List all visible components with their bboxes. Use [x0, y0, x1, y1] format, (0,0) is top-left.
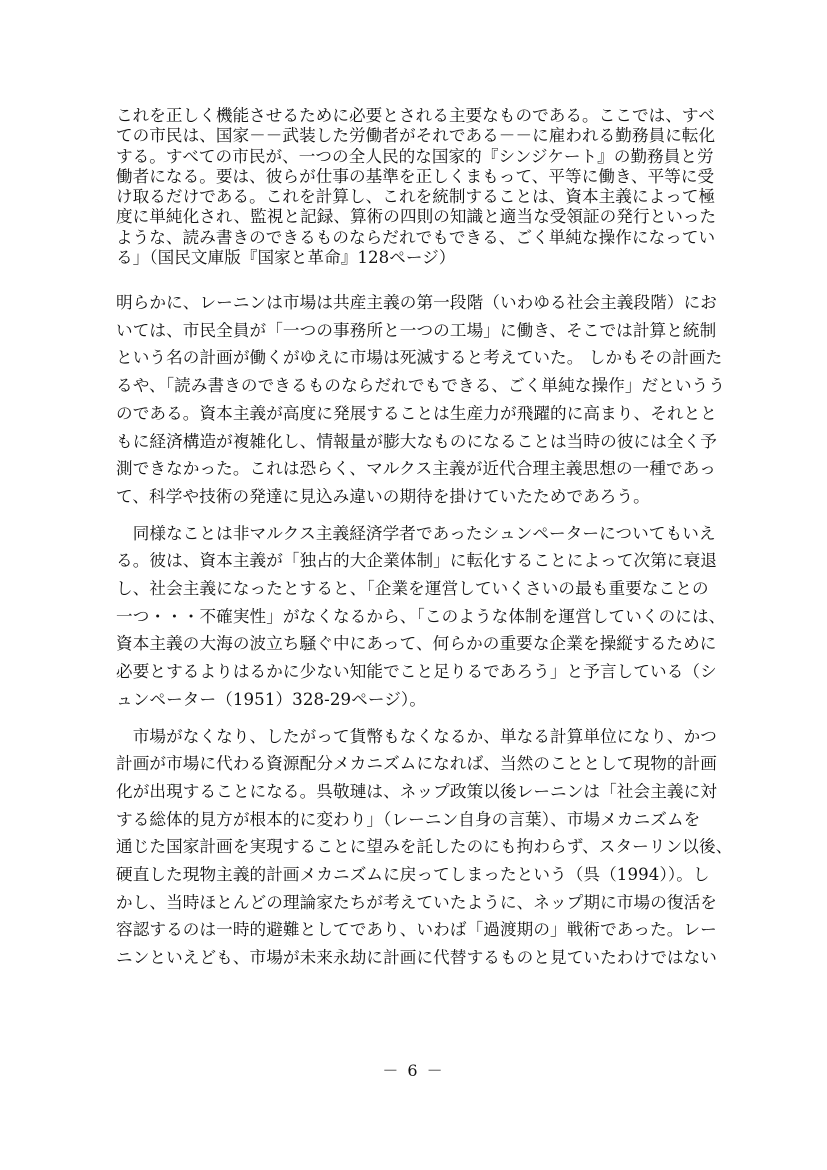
paragraph-line: 必要とするよりはるかに少ない知能でこと足りるであろう」と予言している（シ	[116, 662, 717, 682]
paragraph	[116, 289, 752, 511]
paragraph-line: 容認するのは一時的避難としてであり、いわば「過渡期の」戦術であった。レー	[116, 920, 717, 940]
quote-line: ての市民は、国家－－武装した労働者がそれである－－に雇われる勤務員に転化	[116, 126, 716, 146]
paragraph-line: る。彼は、資本主義が「独占的大企業体制」に転化することによって次第に衰退	[116, 551, 717, 571]
paragraph-line: て、科学や技術の発達に見込み違いの期待を掛けていたためであろう。	[116, 486, 650, 506]
paragraph	[116, 723, 752, 972]
quote-line: する。すべての市民が、一つの全人民的な国家的『シンジケート』の勤務員と労	[116, 146, 714, 166]
paragraph-line: かし、当時ほとんどの理論家たちが考えていたように、ネップ期に市場の復活を	[116, 892, 717, 912]
paragraph-line: 測できなかった。これは恐らく、マルクス主義が近代合理主義思想の一種であっ	[116, 459, 716, 479]
paragraph-line: 市場がなくなり、したがって貨幣もなくなるか、単なる計算単位になり、かつ	[116, 726, 717, 746]
quote-line: け取るだけである。これを計算し、これを統制することは、資本主義によって極	[116, 187, 716, 207]
paragraph-line: 硬直した現物主義的計画メカニズムに戻ってしまったという（呉（1994））。し	[116, 865, 710, 885]
paragraph-line: し、社会主義になったとすると、「企業を運営していくさいの最も重要なことの	[116, 579, 709, 599]
paragraph-line: 資本主義の大海の波立ち騒ぐ中にあって、何らかの重要な企業を操縦するために	[116, 634, 717, 654]
paragraph-line: 化が出現することになる。呉敬璉は、ネップ政策以後レーニンは「社会主義に対	[116, 781, 717, 801]
quote-line: 度に単純化され、監視と記録、算術の四則の知識と適当な受領証の発行といった	[116, 207, 717, 227]
paragraph-line: のである。資本主義が高度に発展することは生産力が飛躍的に高まり、それとと	[116, 403, 717, 423]
paragraph-line: いては、市民全員が「一つの事務所と一つの工場」に働き、そこでは計算と統制	[116, 320, 717, 340]
paragraph-line: 明らかに、レーニンは市場は共産主義の第一段階（いわゆる社会主義段階）にお	[116, 293, 717, 312]
quote-line: る」（国民文庫版『国家と革命』128ページ）	[116, 248, 456, 268]
paragraph-line: 計画が市場に代わる資源配分メカニズムになれば、当然のこととして現物的計画	[116, 754, 717, 774]
paragraph-gap	[116, 714, 752, 723]
paragraph-line: 同様なことは非マルクス主義経済学者であったシュンペーターについてもいえ	[116, 523, 716, 543]
paragraph-line: ュンペーター（1951）328-29ページ）。	[116, 689, 427, 709]
paragraph-line: ニンといえども、市場が未来永劫に計画に代替するものと見ていたわけではない	[116, 948, 717, 968]
paragraph-line: るや、「読み書きのできるものならだれでもできる、ごく単純な操作」だというう	[116, 376, 726, 396]
paragraph-gap	[116, 511, 752, 520]
paragraph	[116, 520, 752, 714]
quote-line: 働者になる。要は、彼らが仕事の基準を正しくまもって、平等に働き、平等に受	[116, 166, 715, 186]
block-quote	[116, 106, 746, 268]
paragraph-line: 一つ・・・不確実性」がなくなるから、「このような体制を運営していくのには、	[116, 606, 726, 626]
quote-line: ような、読み書きのできるものならだれでもできる、ごく単純な操作になってい	[116, 227, 716, 247]
body-text	[116, 289, 752, 972]
quote-line: これを正しく機能させるために必要とされる主要なものである。ここでは、すべ	[116, 106, 715, 125]
page-number: － 6 －	[382, 1061, 445, 1080]
paragraph-line: もに経済構造が複雑化し、情報量が膨大なものになることは当時の彼には全く予	[116, 431, 717, 451]
paragraph-line: する総体的見方が根本的に変わり」（レーニン自身の言葉）、市場メカニズムを	[116, 809, 701, 829]
paragraph-line: という名の計画が働くがゆえに市場は死滅すると考えていた。 しかもその計画た	[116, 348, 723, 368]
paragraph-line: 通じた国家計画を実現することに望みを託したのにも拘わらず、スターリン以後、	[116, 837, 733, 857]
